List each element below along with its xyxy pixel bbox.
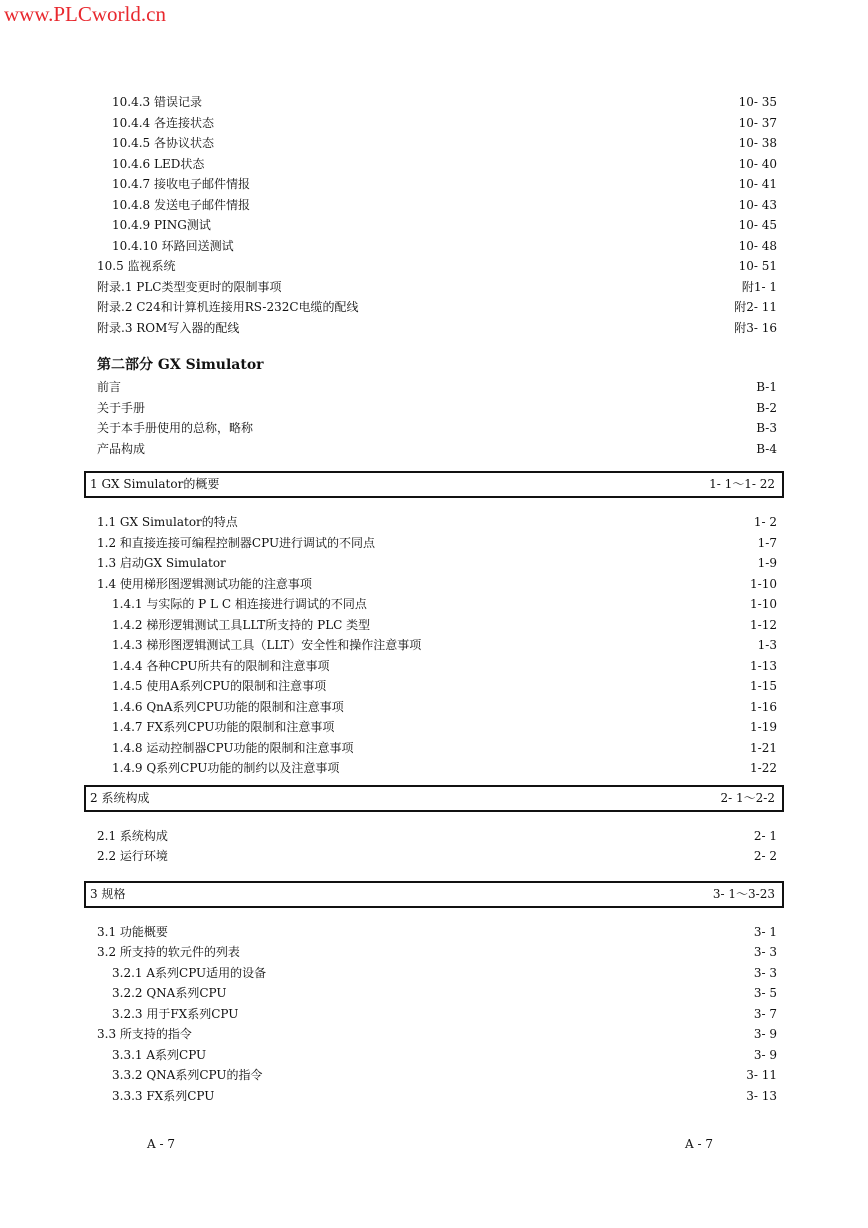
- toc-entry-label: 1.4.4 各种CPU所共有的限制和注意事项: [112, 658, 330, 673]
- toc-entry[interactable]: [84, 398, 784, 419]
- toc-entry-page: 3- 11: [746, 1068, 777, 1082]
- toc-entry-page: 3- 3: [753, 965, 777, 980]
- toc-entry-label: 10.5 监视系统: [97, 259, 176, 273]
- toc-entry[interactable]: [84, 92, 784, 113]
- toc-entry-page: 10- 48: [738, 238, 777, 253]
- toc-entry[interactable]: [84, 963, 784, 984]
- toc-entry-page: 10- 51: [738, 259, 777, 273]
- toc-entry-page: 10- 41: [738, 177, 777, 191]
- toc-entry[interactable]: [84, 717, 784, 738]
- toc-entry[interactable]: [84, 942, 784, 963]
- toc-entry[interactable]: [84, 439, 784, 460]
- toc-entry-page: 1- 2: [753, 515, 777, 529]
- toc-entry-page: 3- 7: [753, 1006, 777, 1021]
- toc-entry[interactable]: [84, 656, 784, 677]
- toc-entry-page: 附2- 11: [734, 300, 777, 314]
- toc-entry-label: 10.4.3 错误记录: [112, 95, 202, 109]
- toc-entry-label: 3.3.1 A系列CPU: [112, 1047, 207, 1062]
- toc-entry-page: 3- 3: [753, 945, 777, 959]
- toc-entry-label: 3.3 所支持的指令: [97, 1027, 192, 1041]
- toc-entry-label: 1.4.6 QnA系列CPU功能的限制和注意事项: [112, 699, 344, 714]
- toc-entry-page: 1-21: [750, 740, 777, 755]
- part-heading: 第二部分 GX Simulator: [97, 357, 264, 373]
- toc-entry[interactable]: [84, 697, 784, 718]
- toc-entry-label: 1.2 和直接连接可编程控制器CPU进行调试的不同点: [97, 535, 376, 550]
- toc-entry-label: 3.1 功能概要: [97, 924, 168, 939]
- toc-entry[interactable]: [84, 846, 784, 867]
- chapter-box-3[interactable]: [84, 881, 784, 908]
- toc-entry-label: 10.4.6 LED状态: [112, 156, 205, 171]
- toc-entry-label: 10.4.4 各连接状态: [112, 115, 214, 130]
- chapter-3-entries: [84, 922, 784, 1107]
- toc-entry-label: 附录.2 C24和计算机连接用RS-232C电缆的配线: [97, 300, 359, 314]
- toc-entry-page: 1-13: [750, 658, 777, 673]
- toc-entry-page: 3- 5: [753, 986, 777, 1000]
- toc-entry-label: 3.3.2 QNA系列CPU的指令: [112, 1068, 263, 1082]
- toc-front-section: [84, 377, 784, 459]
- chapter-box-2[interactable]: [84, 785, 784, 812]
- toc-entry-page: 1-22: [750, 761, 777, 775]
- toc-entry-page: 1-12: [750, 617, 777, 632]
- toc-entry[interactable]: [84, 574, 784, 595]
- toc-entry[interactable]: [84, 635, 784, 656]
- toc-entry[interactable]: [84, 215, 784, 236]
- toc-entry[interactable]: [84, 922, 784, 943]
- toc-entry-label: 3.2.1 A系列CPU适用的设备: [112, 965, 267, 980]
- toc-entry-label: 10.4.5 各协议状态: [112, 136, 214, 150]
- toc-entry[interactable]: [84, 418, 784, 439]
- toc-entry-label: 1.3 启动GX Simulator: [97, 556, 226, 570]
- toc-entry-page: 10- 37: [738, 115, 777, 130]
- toc-entry[interactable]: [84, 113, 784, 134]
- chapter-title: 2 系统构成: [90, 790, 150, 805]
- toc-entry-page: 2- 1: [753, 828, 777, 843]
- toc-entry[interactable]: [84, 1065, 784, 1086]
- toc-entry-label: 10.4.10 环路回送测试: [112, 238, 234, 253]
- footer-page-right: A - 7: [685, 1137, 713, 1151]
- footer-page-left: A - 7: [147, 1137, 175, 1151]
- toc-entry[interactable]: [84, 277, 784, 298]
- toc-entry-page: 10- 45: [738, 218, 777, 232]
- toc-entry-label: 10.4.8 发送电子邮件情报: [112, 197, 250, 212]
- toc-entry-page: 10- 35: [738, 95, 777, 109]
- toc-entry[interactable]: [84, 1024, 784, 1045]
- toc-entry-label: 关于手册: [97, 400, 146, 415]
- toc-entry-label: 附录.3 ROM写入器的配线: [97, 320, 240, 335]
- toc-entry[interactable]: [84, 297, 784, 318]
- toc-entry-page: 附3- 16: [734, 320, 777, 335]
- toc-entry[interactable]: [84, 174, 784, 195]
- toc-entry[interactable]: [84, 615, 784, 636]
- toc-entry-label: 产品构成: [97, 441, 146, 456]
- toc-entry-label: 1.4.1 与实际的 P L C 相连接进行调试的不同点: [112, 597, 367, 611]
- toc-entry-page: 2- 2: [753, 849, 777, 863]
- chapter-pages: 1- 1～1- 22: [709, 477, 775, 491]
- toc-entry-label: 1.4.9 Q系列CPU功能的制约以及注意事项: [112, 761, 340, 775]
- toc-entry-label: 附录.1 PLC类型变更时的限制事项: [97, 279, 282, 294]
- toc-entry-label: 1.4.7 FX系列CPU功能的限制和注意事项: [112, 720, 335, 734]
- toc-entry-page: 1-15: [750, 679, 777, 693]
- table-of-contents: [84, 92, 784, 1106]
- toc-entry-page: 1-19: [750, 720, 777, 734]
- toc-entry[interactable]: [84, 154, 784, 175]
- toc-entry-label: 3.2 所支持的软元件的列表: [97, 945, 240, 959]
- chapter-title: 1 GX Simulator的概要: [90, 477, 220, 491]
- watermark-text: www.PLCworld.cn: [4, 2, 166, 26]
- toc-entry[interactable]: [84, 195, 784, 216]
- toc-entry-page: 1-10: [750, 576, 777, 591]
- toc-entry[interactable]: [84, 256, 784, 277]
- toc-entry-page: 3- 9: [753, 1047, 777, 1062]
- toc-entry-page: B-1: [756, 380, 777, 394]
- toc-entry-page: B-2: [756, 400, 777, 415]
- toc-entry-page: 1-10: [750, 597, 777, 611]
- toc-top-section: [84, 92, 784, 338]
- chapter-pages: 2- 1～2-2: [720, 790, 775, 805]
- toc-entry-label: 2.2 运行环境: [97, 849, 168, 863]
- toc-entry-label: 10.4.9 PING测试: [112, 218, 211, 232]
- toc-entry-page: 1-16: [750, 699, 777, 714]
- chapter-2-entries: [84, 826, 784, 867]
- toc-entry[interactable]: [84, 758, 784, 779]
- toc-entry-page: 3- 1: [753, 924, 777, 939]
- toc-entry-label: 2.1 系统构成: [97, 828, 168, 843]
- toc-entry-label: 3.3.3 FX系列CPU: [112, 1088, 215, 1103]
- toc-entry[interactable]: [84, 512, 784, 533]
- toc-entry-label: 1.4.8 运动控制器CPU功能的限制和注意事项: [112, 740, 354, 755]
- toc-entry[interactable]: [84, 983, 784, 1004]
- toc-entry[interactable]: [84, 676, 784, 697]
- toc-entry-label: 1.1 GX Simulator的特点: [97, 515, 238, 529]
- chapter-box-1[interactable]: [84, 471, 784, 498]
- toc-entry-label: 1.4.5 使用A系列CPU的限制和注意事项: [112, 679, 327, 693]
- toc-entry[interactable]: [84, 133, 784, 154]
- toc-entry[interactable]: [84, 318, 784, 339]
- toc-entry[interactable]: [84, 553, 784, 574]
- toc-entry[interactable]: [84, 533, 784, 554]
- toc-entry-label: 1.4.2 梯形逻辑测试工具LLT所支持的 PLC 类型: [112, 617, 371, 632]
- toc-entry-label: 3.2.3 用于FX系列CPU: [112, 1006, 239, 1021]
- toc-entry[interactable]: [84, 377, 784, 398]
- toc-entry-page: 10- 43: [738, 197, 777, 212]
- toc-entry[interactable]: [84, 236, 784, 257]
- toc-entry-label: 1.4 使用梯形图逻辑测试功能的注意事项: [97, 576, 312, 591]
- chapter-1-entries: [84, 512, 784, 779]
- toc-entry[interactable]: [84, 738, 784, 759]
- toc-entry-page: 3- 9: [753, 1027, 777, 1041]
- toc-entry-page: 10- 38: [738, 136, 777, 150]
- toc-entry-page: 附1- 1: [741, 279, 777, 294]
- toc-entry-label: 关于本手册使用的总称，略称: [97, 421, 254, 435]
- chapter-title: 3 规格: [90, 886, 126, 901]
- toc-entry-label: 10.4.7 接收电子邮件情报: [112, 177, 250, 191]
- toc-entry[interactable]: [84, 1045, 784, 1066]
- toc-entry-page: 1-9: [757, 556, 777, 570]
- chapter-pages: 3- 1～3-23: [712, 886, 775, 901]
- toc-entry-page: 3- 13: [746, 1088, 777, 1103]
- toc-entry[interactable]: [84, 1004, 784, 1025]
- toc-entry-label: 前言: [97, 380, 122, 394]
- toc-entry-page: 1-7: [757, 535, 777, 550]
- toc-entry-page: 1-3: [757, 638, 777, 652]
- toc-entry-page: B-3: [756, 421, 777, 435]
- toc-entry[interactable]: [84, 826, 784, 847]
- toc-entry-label: 1.4.3 梯形图逻辑测试工具（LLT）安全性和操作注意事项: [112, 638, 422, 652]
- toc-entry-label: 3.2.2 QNA系列CPU: [112, 986, 227, 1000]
- toc-entry-page: 10- 40: [738, 156, 777, 171]
- toc-entry[interactable]: [84, 594, 784, 615]
- toc-entry[interactable]: [84, 1086, 784, 1107]
- toc-entry-page: B-4: [756, 441, 777, 456]
